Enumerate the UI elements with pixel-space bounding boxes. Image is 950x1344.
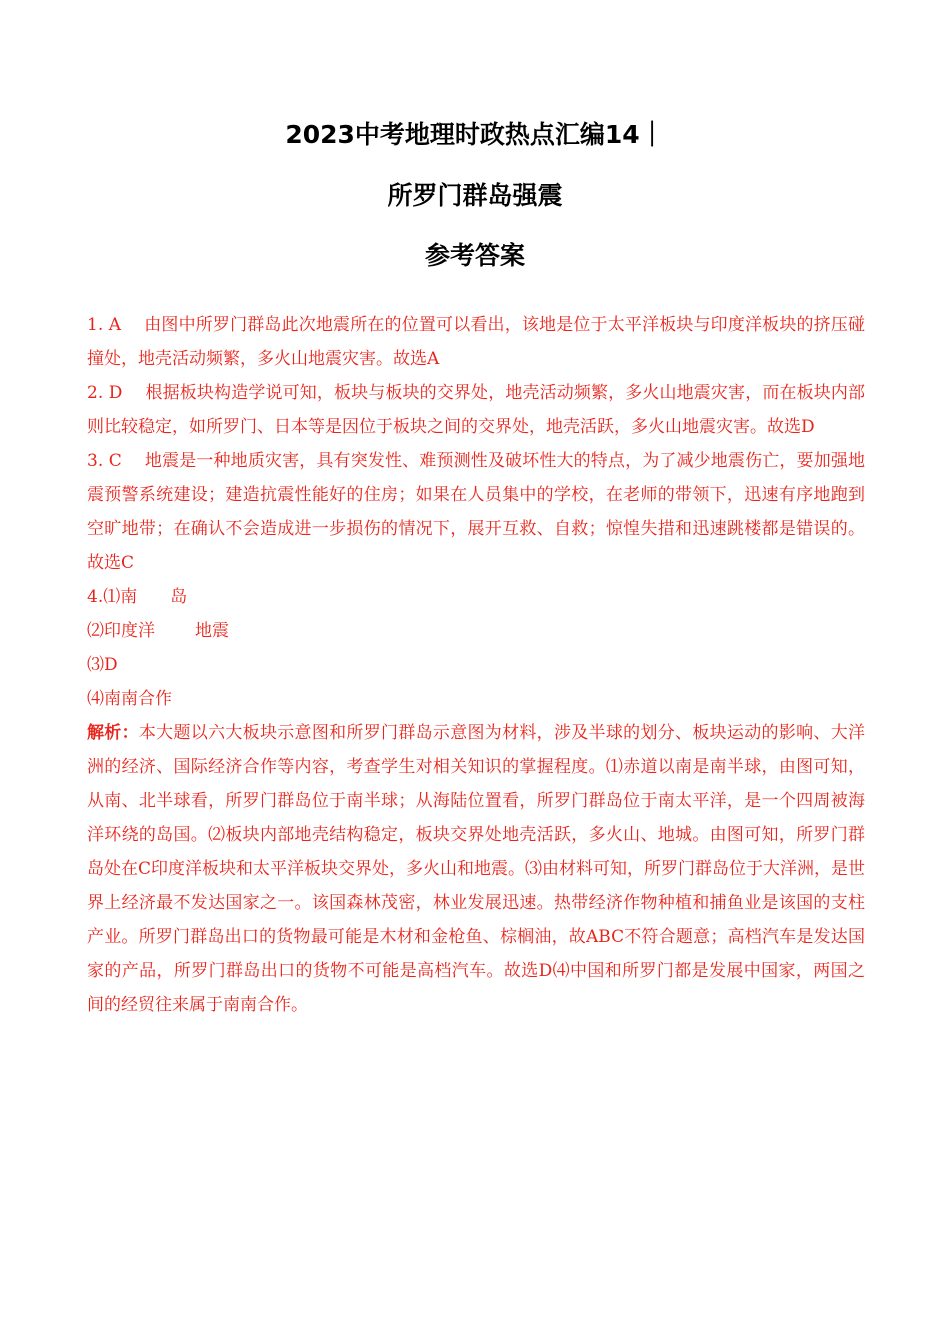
answer-3-text: 地震是一种地质灾害，具有突发性、难预测性及破坏性大的特点，为了减少地震伤亡，要加强地震预警系统建设；建造抗震性能好的住房；如果在人员集中的学校，在老师的带领下，迅速有序地跑到空旷地带；在确认不会造成进一步损伤的情况下，展开互救、自救；惊惶失措和迅速跳楼都是错误的。故选C xyxy=(87,451,865,573)
answer-1-number: 1. A xyxy=(87,315,122,335)
answer-4-part1 xyxy=(87,580,865,614)
answer-4-part1-prefix: 4.⑴南 xyxy=(87,587,138,607)
answer-2-text: 根据板块构造学说可知，板块与板块的交界处，地壳活动频繁，多火山地震灾害，而在板块内部则比较稳定，如所罗门、日本等是因位于板块之间的交界处，地壳活跃，多火山地震灾害。故选D xyxy=(87,383,865,437)
answer-3-number: 3. C xyxy=(87,451,122,471)
answer-4-part2-prefix: ⑵印度洋 xyxy=(87,621,155,641)
answer-4-part4: ⑷南南合作 xyxy=(87,689,172,709)
analysis xyxy=(87,716,865,1022)
title-block xyxy=(0,114,950,279)
answer-2 xyxy=(87,376,865,444)
answer-4-part2-suffix: 地震 xyxy=(195,621,229,641)
analysis-text: 本大题以六大板块示意图和所罗门群岛示意图为材料，涉及半球的划分、板块运动的影响、大洋洲的经济、国际经济合作等内容，考查学生对相关知识的掌握程度。⑴赤道以南是南半球，由图可知，从南、北半球看，所罗门群岛位于南半球；从海陆位置看，所罗门群岛位于南太平洋，是一个四周被海洋环绕的岛国。⑵板块内部地壳结构稳定，板块交界处地壳活跃，多火山、地城。由图可知，所罗门群岛处在C印度洋板块和太平洋板块交界处，多火山和地震。⑶由材料可知，所罗门群岛位于大洋洲，是世界上经济最不发达国家之一。该国森林茂密，林业发展迅速。热带经济作物种植和捕鱼业是该国的支柱产业。所罗门群岛出口的货物最可能是木材和金枪鱼、棕榈油，故ABC不符合题意；高档汽车是发达国家的产品，所罗门群岛出口的货物不可能是高档汽车。故选D⑷中国和所罗门都是发展中国家，两国之间的经贸往来属于南南合作。 xyxy=(87,723,866,1015)
analysis-label: 解析： xyxy=(87,723,139,743)
doc-title-line1: 2023中考地理时政热点汇编14｜ xyxy=(285,120,665,149)
answer-4-part1-suffix: 岛 xyxy=(170,587,188,607)
doc-title-line3: 参考答案 xyxy=(424,241,525,270)
answer-2-number: 2. D xyxy=(87,383,123,403)
answer-3 xyxy=(87,444,865,580)
answer-4-part2 xyxy=(87,614,865,648)
answer-1 xyxy=(87,308,865,376)
answer-1-text: 由图中所罗门群岛此次地震所在的位置可以看出，该地是位于太平洋板块与印度洋板块的挤压碰撞处，地壳活动频繁，多火山地震灾害。故选A xyxy=(87,315,866,369)
answer-4-part3: ⑶D xyxy=(87,655,118,675)
doc-title-line2: 所罗门群岛强震 xyxy=(387,181,563,210)
answer-body xyxy=(87,308,865,1022)
